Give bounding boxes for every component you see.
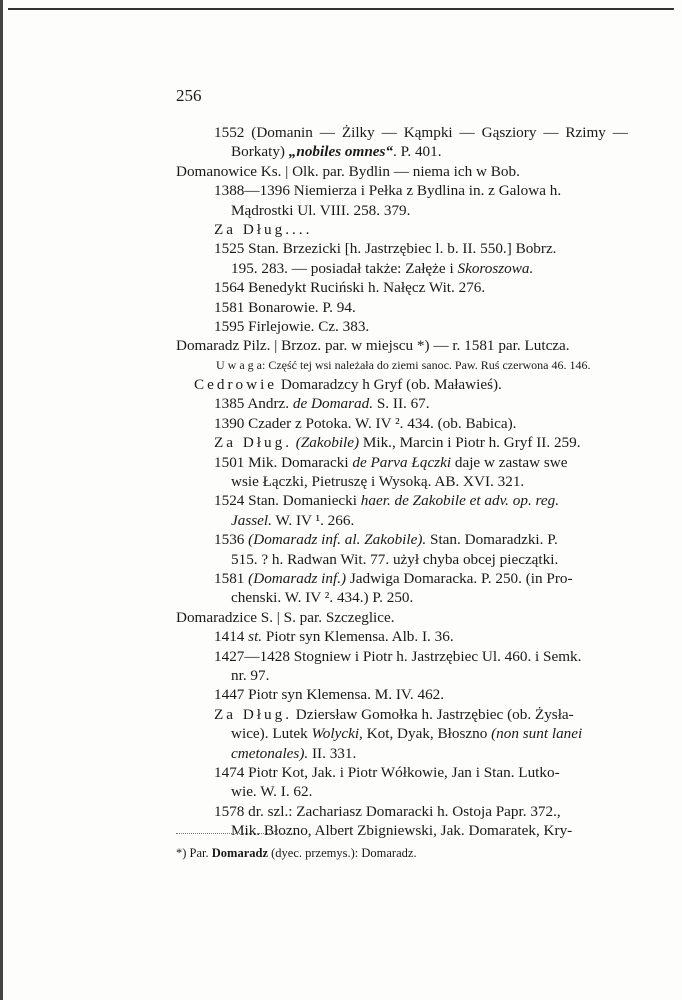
text-run: 1578 dr. szl.: Zachariasz Domaracki h.	[214, 802, 453, 820]
heraldic-name: Radwan	[287, 550, 337, 568]
text-run: 1524 Stan. Domaniecki	[214, 492, 361, 510]
text-line	[176, 724, 628, 743]
text-run: wice). Lutek	[231, 725, 312, 743]
latin-phrase: Wolycki,	[311, 725, 363, 743]
latin-phrase: „nobiles omnes“	[288, 143, 394, 161]
heraldic-name: Gryf	[503, 434, 533, 452]
text-run: l. b. II. 550.] Bobrz.	[431, 240, 557, 258]
heraldic-name: Jastrzębiec	[365, 240, 432, 258]
latin-phrase: de Parva Łączki	[352, 453, 452, 471]
spaced-text: Za Dług.	[214, 705, 292, 723]
heraldic-name: Nałęcz	[383, 279, 426, 297]
text-line	[176, 511, 628, 530]
text-line	[176, 278, 628, 297]
spaced-text: Za Dług....	[214, 220, 313, 238]
text-run: Wit. 77. użył chyba obcej pieczątki.	[336, 550, 559, 568]
text-line	[176, 375, 628, 394]
text-run: 1564 Benedykt Ruciński h.	[214, 279, 384, 297]
text-run: Domaradzcy h	[277, 376, 374, 394]
left-page-edge	[0, 0, 3, 1000]
text-run: Ul. 460. i Semk.	[478, 647, 582, 665]
text-run: 1390 Czader z Potoka. W. IV ². 434. (ob. Babica).	[214, 414, 517, 432]
heraldic-name: Jastrzębiec	[411, 647, 479, 665]
text-line	[176, 627, 628, 646]
text-run: Stan. Domaradzki. P.	[426, 531, 558, 549]
text-line	[176, 666, 628, 685]
text-run: 1501 Mik. Domaracki	[214, 453, 353, 471]
heraldic-name: Mądrostki	[231, 201, 294, 219]
latin-phrase: st.	[248, 628, 263, 646]
latin-phrase: (Domaradz inf. al. Zakobile).	[248, 531, 427, 549]
heraldic-name: Domaradz	[176, 337, 240, 355]
top-border-rule	[8, 8, 674, 10]
text-line	[176, 472, 628, 491]
text-line	[176, 259, 628, 278]
text-run: Kot, Dyak, Błoszno	[362, 725, 492, 743]
footnote-text: (dyec. przemys.): Domaradz.	[268, 846, 417, 860]
text-line	[176, 142, 628, 161]
text-run: Ul. VIII. 258. 379.	[293, 201, 411, 219]
text-run: (ob. Żysła-	[503, 705, 574, 723]
text-line	[176, 220, 628, 239]
text-line	[176, 588, 628, 607]
text-line	[176, 569, 628, 588]
latin-phrase: (Domaradz inf.)	[248, 569, 347, 587]
text-line	[176, 336, 628, 355]
latin-phrase: (non sunt lanei	[491, 725, 583, 743]
entry-text-block	[176, 123, 628, 840]
text-line	[176, 802, 628, 821]
text-line	[176, 647, 628, 666]
text-run: . P. 401.	[393, 143, 442, 161]
text-run: Mik., Marcin i Piotr h.	[359, 434, 504, 452]
text-line	[176, 491, 628, 510]
latin-phrase: de Domarad.	[292, 395, 374, 413]
text-run: II. 331.	[308, 744, 357, 762]
spaced-text: Za Dług.	[214, 434, 292, 452]
text-run: nr. 97.	[231, 666, 270, 684]
text-run: 195. 283. — posiadał także: Załęże i	[231, 259, 458, 277]
text-run: (ob. Maławieś).	[402, 376, 502, 394]
text-run: Papr. 372.,	[491, 802, 561, 820]
text-run: 1447 Piotr syn Klemensa. M. IV. 462.	[214, 686, 445, 704]
text-run: daje w zastaw swe	[451, 453, 568, 471]
text-run: chenski. W. IV ². 434.) P. 250.	[231, 589, 414, 607]
text-line	[176, 356, 628, 375]
text-line	[176, 530, 628, 549]
text-line	[176, 298, 628, 317]
footnote-keyword: Domaradz	[211, 846, 269, 860]
text-run: II. 259.	[532, 434, 581, 452]
text-line	[176, 608, 628, 627]
text-run: 1414	[214, 628, 249, 646]
text-run: 1581	[214, 569, 249, 587]
latin-phrase: Skoroszowa.	[457, 259, 534, 277]
text-run: Mik. Błozno, Albert Zbigniewski, Jak. Domaratek, Kry-	[231, 822, 573, 840]
text-run: U w a g a: Część tej wsi należała do ziemi sanoc. Paw. Ruś czerwona 46. 146.	[216, 357, 591, 372]
text-run: Borkaty)	[231, 143, 289, 161]
text-line	[176, 239, 628, 258]
text-line	[176, 433, 628, 452]
heraldic-name: Ostoja	[452, 802, 492, 820]
text-run: 515. ? h.	[231, 550, 288, 568]
text-run: 1536	[214, 531, 249, 549]
text-run: 1581 Bonarowie. P. 94.	[214, 298, 356, 316]
text-run: S. II. 67.	[373, 395, 430, 413]
heraldic-name: Jastrzębiec	[436, 705, 504, 723]
latin-phrase: (Zakobile)	[295, 434, 360, 452]
text-line	[176, 763, 628, 782]
text-line	[176, 317, 628, 336]
page-number: 256	[176, 86, 202, 105]
text-run: S. | S. par. Szczeglice.	[256, 608, 395, 626]
text-line	[176, 414, 628, 433]
text-run: 1595 Firlejowie. Cz. 383.	[214, 317, 370, 335]
text-run: Jadwiga Domaracka. P. 250. (in Pro-	[346, 569, 573, 587]
text-run: 1427—1428 Stogniew i Piotr h.	[214, 647, 412, 665]
text-run: Piotr syn Klemensa. Alb. I. 36.	[262, 628, 454, 646]
text-run: wsie Łączki, Pietruszę i Wysoką. AB. XVI. 321.	[231, 473, 525, 491]
text-line	[176, 744, 628, 763]
footnote	[176, 846, 417, 861]
text-line	[176, 705, 628, 724]
text-line	[176, 162, 628, 181]
text-run: 1552 (Domanin — Żilky — Kąmpki — Gąsziory — Rzimy —	[214, 124, 628, 141]
text-run: Ks. | Olk. par. Bydlin — niema ich w Bob.	[256, 162, 520, 180]
text-line	[176, 394, 628, 413]
text-run: Wit. 276.	[425, 279, 486, 297]
spaced-text: Cedrowie	[194, 376, 278, 394]
heraldic-name: Gryf	[373, 376, 403, 394]
text-line	[176, 181, 628, 200]
heraldic-name: Domanowice	[176, 162, 257, 180]
text-run: Pilz. | Brzoz. par. w miejscu *) — r. 1581 par. Lutcza.	[239, 337, 570, 355]
latin-phrase: haer. de Zakobile et adv. op. reg.	[360, 492, 560, 510]
latin-phrase: Jassel.	[231, 511, 272, 529]
text-line	[176, 201, 628, 220]
latin-phrase: cmetonales).	[231, 744, 309, 762]
text-line	[176, 550, 628, 569]
text-run: 1385 Andrz.	[214, 395, 293, 413]
text-run: 1388—1396 Niemierza i Pełka z Bydlina in. z Galowa h.	[214, 182, 562, 200]
text-run: 1474 Piotr Kot, Jak. i Piotr Wółkowie, Jan i Stan. Lutko-	[214, 763, 560, 781]
text-line	[176, 821, 628, 840]
text-line	[176, 453, 628, 472]
text-line	[176, 685, 628, 704]
footnote-prefix: *) Par.	[176, 846, 212, 860]
text-line	[176, 123, 628, 142]
text-run: 1525 Stan. Brzezicki [h.	[214, 240, 365, 258]
text-line	[176, 782, 628, 801]
text-run: Dziersław Gomołka h.	[292, 705, 437, 723]
text-run: W. IV ¹. 266.	[271, 511, 355, 529]
text-run: wie. W. I. 62.	[231, 783, 313, 801]
footnote-rule	[176, 833, 296, 834]
heraldic-name: Domaradzice	[176, 608, 257, 626]
